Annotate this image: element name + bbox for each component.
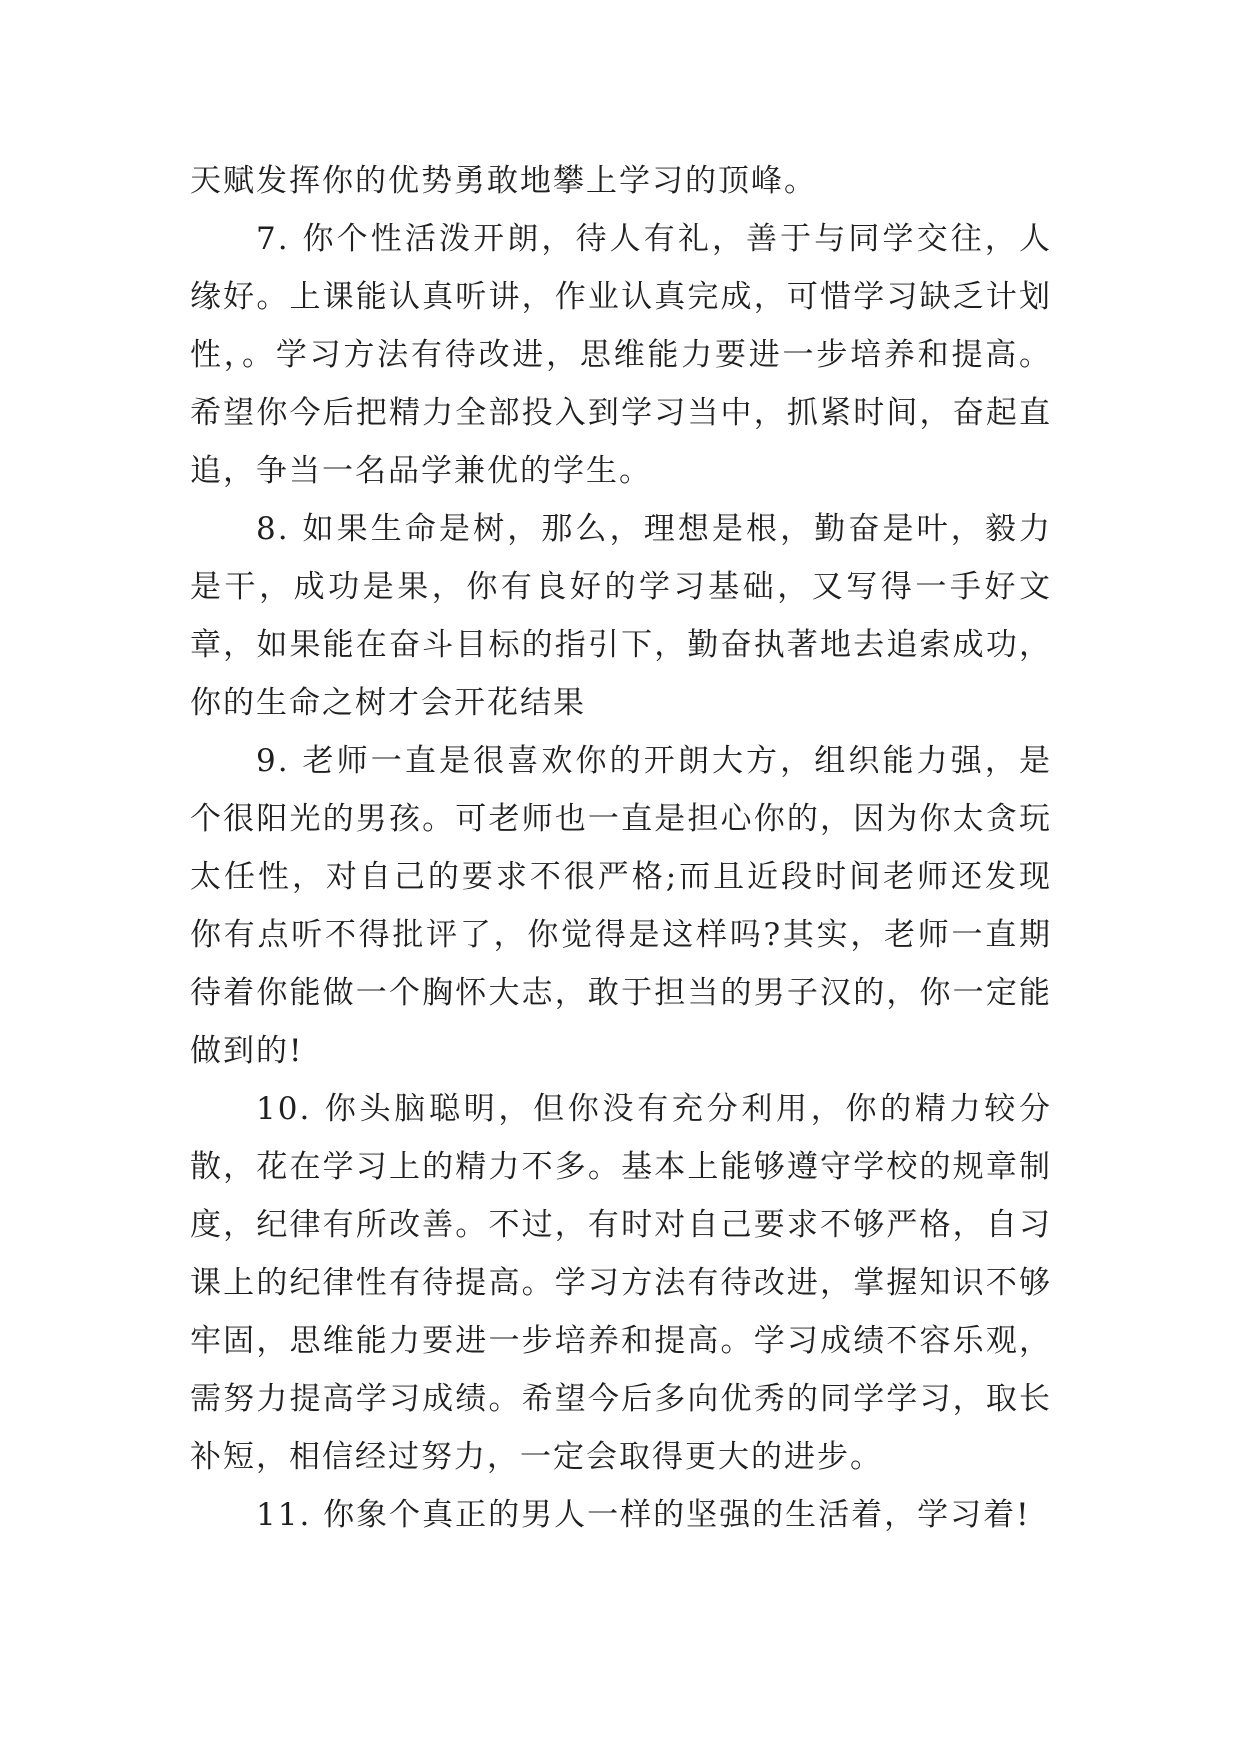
paragraph-item-8: 8. 如果生命是树，那么，理想是根，勤奋是叶，毅力是干，成功是果，你有良好的学习基础，又写得一手好文章，如果能在奋斗目标的指引下，勤奋执著地去追索成功，你的生命之树才会开花结果	[190, 511, 1052, 721]
paragraph-item-10: 10. 你头脑聪明，但你没有充分利用，你的精力较分散，花在学习上的精力不多。基本上能够遵守学校的规章制度，纪律有所改善。不过，有时对自己要求不够严格，自习课上的纪律性有待提高。学习方法有待改进，掌握知识不够牢固，思维能力要进一步培养和提高。学习成绩不容乐观，需努力提高学习成绩。希望今后多向优秀的同学学习，取长补短，相信经过努力，一定会取得更大的进步。	[190, 1091, 1052, 1475]
paragraph-item-7: 7. 你个性活泼开朗，待人有礼，善于与同学交往，人缘好。上课能认真听讲，作业认真完成，可惜学习缺乏计划性，。学习方法有待改进，思维能力要进一步培养和提高。希望你今后把精力全部投入到学习当中，抓紧时间，奋起直追，争当一名品学兼优的学生。	[190, 221, 1052, 489]
paragraph-item-11: 11. 你象个真正的男人一样的坚强的生活着，学习着!	[256, 1497, 1031, 1533]
paragraph-continuation: 天赋发挥你的优势勇敢地攀上学习的顶峰。	[190, 163, 817, 199]
paragraph-item-9: 9. 老师一直是很喜欢你的开朗大方，组织能力强，是个很阳光的男孩。可老师也一直是担心你的，因为你太贪玩太任性，对自己的要求不很严格;而且近段时间老师还发现你有点听不得批评了，你觉得是这样吗?其实，老师一直期待着你能做一个胸怀大志，敢于担当的男子汉的，你一定能做到的!	[190, 743, 1052, 1069]
document-page	[190, 152, 1052, 1544]
